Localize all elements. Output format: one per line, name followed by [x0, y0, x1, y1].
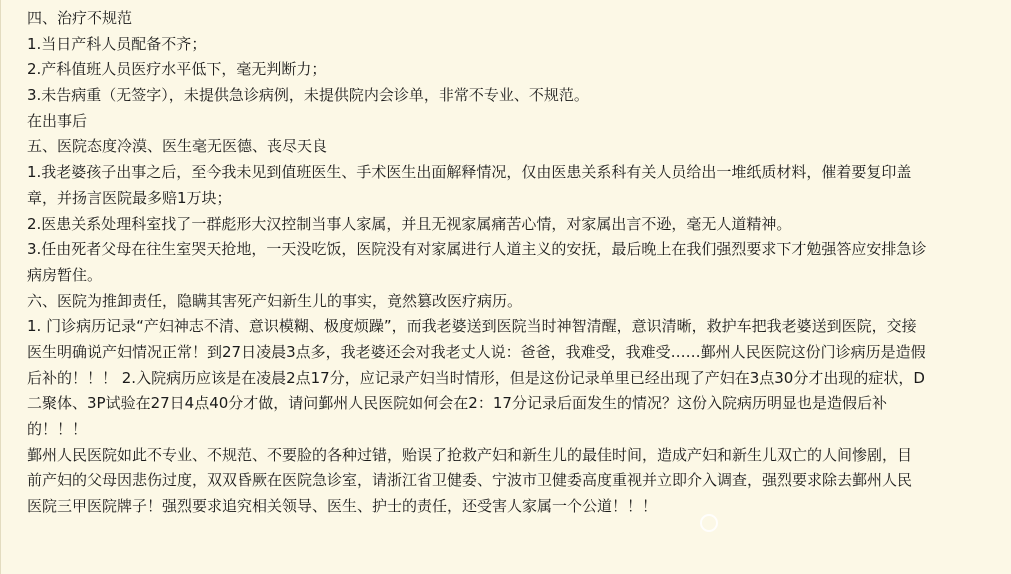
- text-line: 医生明确说产妇情况正常！到27日凌晨3点多，我老婆还会对我老丈人说：爸爸，我难受，我难受……鄞州人民医院这份门诊病历是造假: [27, 342, 926, 361]
- text-line: 2.产科值班人员医疗水平低下，毫无判断力；: [27, 60, 327, 79]
- text-line: 后补的！！！ 2.入院病历应该是在凌晨2点17分，应记录产妇当时情形，但是这份记录单里已经出现了产妇在3点30分才出现的症状，D: [27, 368, 925, 387]
- text-line: 二聚体、3P试验在27日4点40分才做，请问鄞州人民医院如何会在2：17分记录后面发生的情况？这份入院病历明显也是造假后补: [27, 394, 887, 413]
- section-heading-4: 四、治疗不规范: [27, 9, 133, 27]
- text-line: 2.医患关系处理科室找了一群彪形大汉控制当事人家属，并且无视家属痛苦心情，对家属出言不逊，毫无人道精神。: [27, 214, 792, 233]
- text-line: 1.我老婆孩子出事之后，至今我未见到值班医生、手术医生出面解释情况，仅由医患关系科有关人员给出一堆纸质材料，催着要复印盖: [27, 163, 912, 182]
- text-line: 在出事后: [27, 111, 88, 130]
- text-line: 前产妇的父母因悲伤过度，双双昏厥在医院急诊室，请浙江省卫健委、宁波市卫健委高度重视并立即介入调查，强烈要求除去鄞州人民: [27, 471, 913, 490]
- text-line: 3.任由死者父母在往生室哭天抢地，一天没吃饭，医院没有对家属进行人道主义的安抚，最后晚上在我们强烈要求下才勉强答应安排急诊: [27, 240, 927, 259]
- watermark-icon: [700, 514, 718, 532]
- text-line: 医院三甲医院牌子！强烈要求追究相关领导、医生、护士的责任，还受害人家属一个公道！！！: [27, 497, 658, 516]
- text-line: 鄞州人民医院如此不专业、不规范、不要脸的各种过错，贻误了抢救产妇和新生儿的最佳时间，造成产妇和新生儿双亡的人间惨剧，目: [27, 445, 913, 464]
- text-line: 1.当日产科人员配备不齐；: [27, 34, 207, 53]
- text-line: 3.未告病重（无签字），未提供急诊病例，未提供院内会诊单，非常不专业、不规范。: [27, 86, 589, 105]
- text-line: 病房暂住。: [27, 265, 103, 284]
- text-line: 的！！！: [27, 420, 88, 438]
- document-body: [27, 6, 987, 520]
- section-heading-6: 六、医院为推卸责任，隐瞒其害死产妇新生儿的事实，竟然篡改医疗病历。: [27, 291, 523, 310]
- text-line: 1. 门诊病历记录“产妇神志不清、意识模糊、极度烦躁”，而我老婆送到医院当时神智清醒，意识清晰，救护车把我老婆送到医院，交接: [27, 317, 917, 336]
- watermark-logo: [700, 514, 722, 533]
- text-line: 章，并扬言医院最多赔1万块；: [27, 188, 232, 207]
- section-heading-5: 五、医院态度冷漠、医生毫无医德、丧尽天良: [27, 137, 328, 156]
